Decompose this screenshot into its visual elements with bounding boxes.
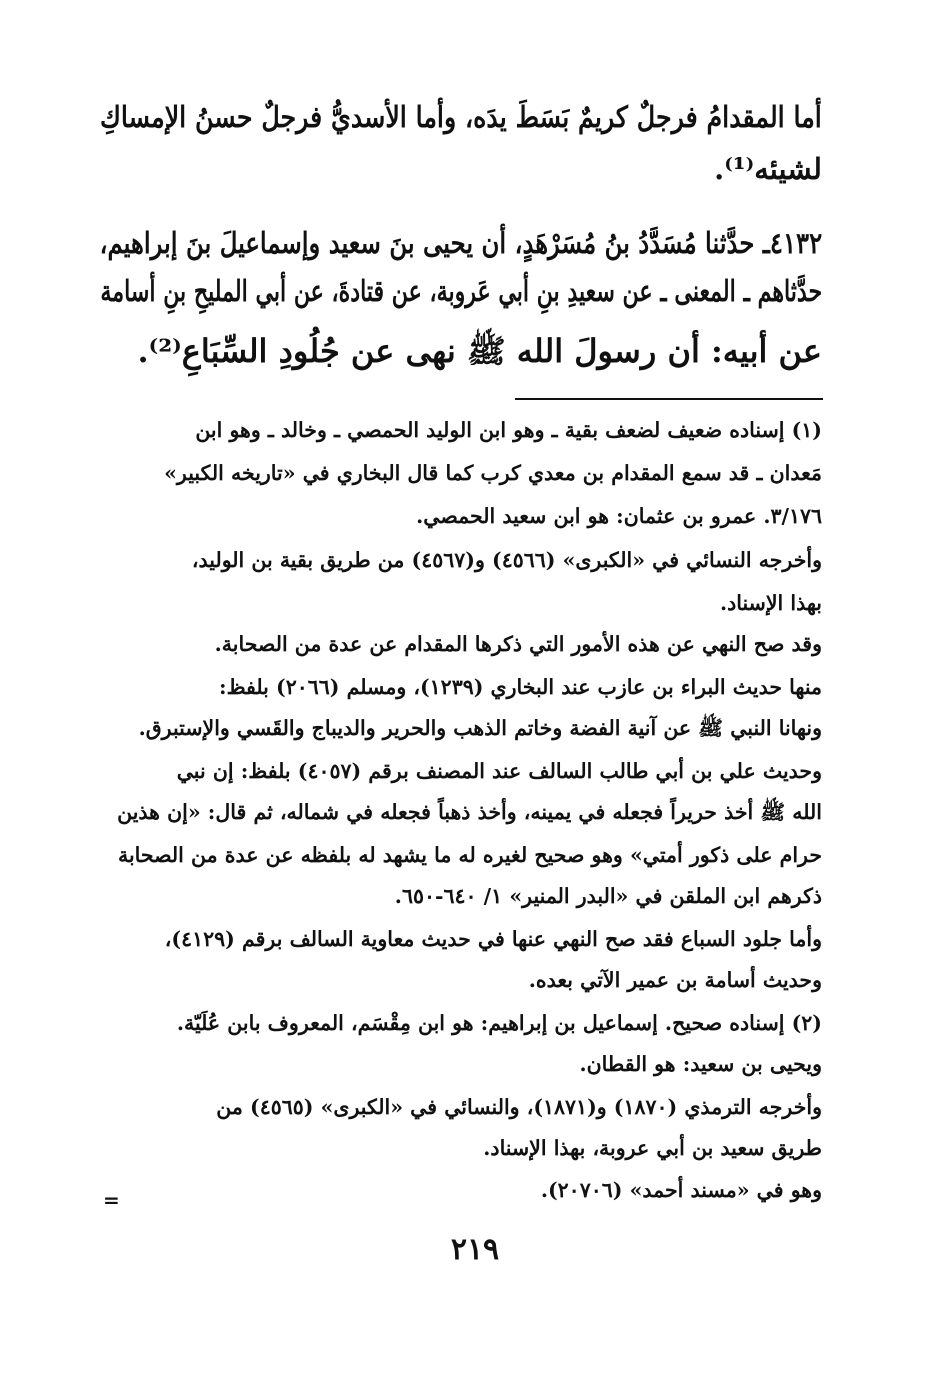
footnote-line: ويحيى بن سعيد: هو القطان. [579, 1052, 822, 1076]
footnote-line: ٣/١٧٦. عمرو بن عثمان: هو ابن سعيد الحمصي. [416, 504, 822, 528]
footnote-line: بهذا الإسناد. [719, 591, 822, 615]
hadith-matn-line: عن أبيه: أن رسولَ الله ﷺ نهى عن جُلُودِ السِّبَاعِ⁽²⁾. [137, 332, 822, 370]
footnote-line: مَعدان ـ قد سمع المقدام بن معدي كرب كما قال البخاري في «تاريخه الكبير» [164, 461, 822, 485]
footnote-line: وأخرجه الترمذي (١٨٧٠) و(١٨٧١)، والنسائي في «الكبرى» (٤٥٦٥) من [216, 1095, 822, 1119]
footnote-line: ذكرهم ابن الملقن في «البدر المنير» ١/ ٦٤٠-٦٥٠. [394, 884, 822, 908]
footnote-line: وحديث أسامة بن عمير الآتي بعده. [528, 968, 822, 992]
hadith-number-line: ٤١٣٢ـ حدَّثنا مُسَدَّدُ بنُ مُسَرْهَدٍ، أن يحيى بنَ سعيد وإسماعيلَ بنَ إبراهيم، [99, 226, 822, 260]
main-text-line-1: أما المقدامُ فرجلٌ كريمٌ بَسَطَ يدَه، وأما الأسديُّ فرجلٌ حسنُ الإمساكِ [100, 100, 822, 134]
footnote-line: منها حديث البراء بن عازب عند البخاري (١٢٣٩)، ومسلم (٢٠٦٦) بلفظ: [219, 675, 822, 699]
footnote-line: وقد صح النهي عن هذه الأمور التي ذكرها المقدام عن عدة من الصحابة. [214, 632, 822, 656]
main-text-line-4: حدَّثاهم ـ المعنى ـ عن سعيدِ بنِ أبي عَروبة، عن قتادةَ، عن أبي المليحِ بنِ أسامة [100, 274, 822, 308]
main-text-line-2: لشيئه⁽¹⁾. [714, 152, 822, 186]
footnote-line: الله ﷺ أخذ حريراً فجعله في يمينه، وأخذ ذهباً فجعله في شماله، ثم قال: «إن هذين [117, 800, 822, 824]
page-number: ٢١٩ [450, 1232, 500, 1267]
footnote-line: ونهانا النبي ﷺ عن آنية الفضة وخاتم الذهب والحرير والديباج والقَسي والإستبرق. [138, 716, 822, 740]
continuation-mark: = [103, 1188, 120, 1212]
footnote-line: وأخرجه النسائي في «الكبرى» (٤٥٦٦) و(٤٥٦٧) من طريق بقية بن الوليد، [191, 548, 822, 572]
footnote-line: (١) إسناده ضعيف لضعف بقية ـ وهو ابن الوليد الحمصي ـ وخالد ـ وهو ابن [195, 418, 822, 442]
footnote-line: حرام على ذكور أمتي» وهو صحيح لغيره له ما يشهد له بلفظه عن عدة من الصحابة [117, 843, 822, 867]
footnote-separator [515, 398, 823, 400]
footnote-line: وأما جلود السباع فقد صح النهي عنها في حديث معاوية السالف برقم (٤١٢٩)، [164, 927, 822, 951]
footnote-line: طريق سعيد بن أبي عروبة، بهذا الإسناد. [483, 1136, 822, 1160]
footnote-line: وحديث علي بن أبي طالب السالف عند المصنف برقم (٤٠٥٧) بلفظ: إن نبي [176, 759, 822, 783]
footnote-line: وهو في «مسند أحمد» (٢٠٧٠٦). [540, 1178, 822, 1202]
footnote-line: (٢) إسناده صحيح. إسماعيل بن إبراهيم: هو ابن مِقْسَم، المعروف بابن عُلَيّة. [176, 1011, 822, 1035]
